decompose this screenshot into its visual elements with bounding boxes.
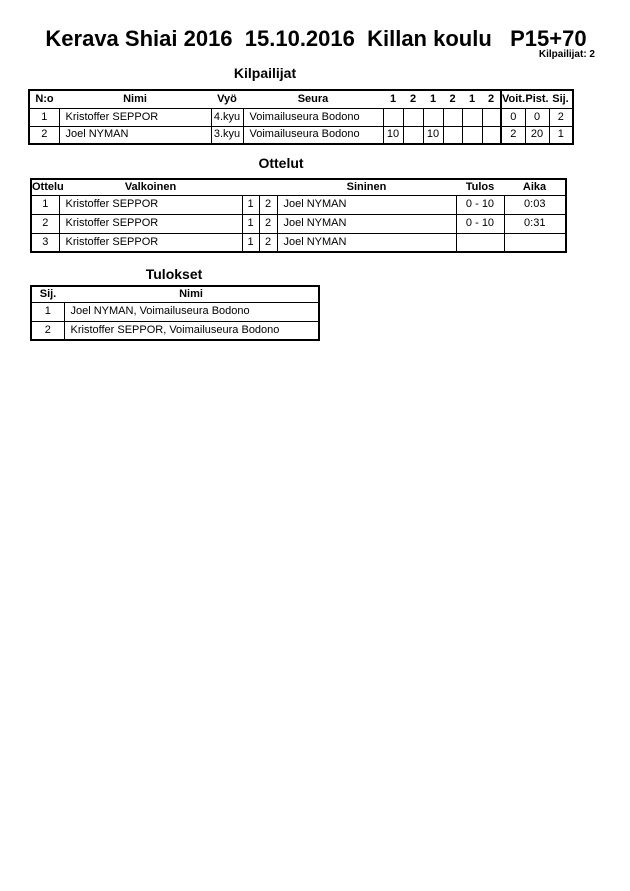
cell-blue-name: Joel NYMAN: [277, 214, 456, 233]
cell-white-no: 1: [242, 214, 259, 233]
col-header-match-no: Ottelu: [31, 179, 59, 195]
col-header-time: Aika: [504, 179, 566, 195]
table-row: [31, 195, 566, 214]
results-table: [30, 285, 320, 341]
cell-blue-no: 2: [259, 233, 277, 252]
competitors-header-row: [29, 90, 573, 108]
cell-time: 0:03: [504, 195, 566, 214]
section-heading-matches: Ottelut: [258, 155, 304, 171]
cell-no: 1: [29, 108, 59, 126]
table-row: [31, 214, 566, 233]
col-header-name: Nimi: [59, 90, 211, 108]
cell-score: [403, 108, 423, 126]
cell-score: [383, 108, 403, 126]
col-header-round3: 1: [423, 90, 443, 108]
col-header-place: Sij.: [549, 90, 573, 108]
page-title: Kerava Shiai 2016 15.10.2016 Killan koulu P15+70: [45, 26, 587, 51]
cell-score: [482, 108, 501, 126]
matches-table: [30, 178, 567, 253]
cell-score: 10: [423, 126, 443, 144]
section-heading-competitors: Kilpailijat: [233, 65, 297, 81]
cell-match-no: 2: [31, 214, 59, 233]
cell-white-name: Kristoffer SEPPOR: [59, 195, 242, 214]
cell-club: Voimailuseura Bodono: [243, 108, 383, 126]
results-header-row: [31, 286, 319, 302]
cell-result-name: Joel NYMAN, Voimailuseura Bodono: [64, 302, 319, 321]
col-header-wins: Voit.: [501, 90, 525, 108]
table-row: [31, 321, 319, 340]
col-header-white: Valkoinen: [59, 179, 242, 195]
cell-white-name: Kristoffer SEPPOR: [59, 214, 242, 233]
cell-score: [482, 126, 501, 144]
cell-match-no: 1: [31, 195, 59, 214]
table-row: [29, 108, 573, 126]
col-header-no: N:o: [29, 90, 59, 108]
cell-result: 0 - 10: [456, 195, 504, 214]
col-header-round1: 1: [383, 90, 403, 108]
section-heading-results: Tulokset: [145, 266, 203, 282]
cell-white-name: Kristoffer SEPPOR: [59, 233, 242, 252]
matches-header-row: [31, 179, 566, 195]
cell-result-name: Kristoffer SEPPOR, Voimailuseura Bodono: [64, 321, 319, 340]
cell-score: [403, 126, 423, 144]
cell-match-no: 3: [31, 233, 59, 252]
cell-white-no: 1: [242, 195, 259, 214]
col-header-blue: Sininen: [277, 179, 456, 195]
col-header-round4: 2: [443, 90, 462, 108]
col-header-blue-no: [259, 179, 277, 195]
cell-blue-name: Joel NYMAN: [277, 195, 456, 214]
col-header-points: Pist.: [525, 90, 549, 108]
cell-score: [462, 126, 482, 144]
cell-score: [443, 126, 462, 144]
cell-wins: 0: [501, 108, 525, 126]
cell-result: [456, 233, 504, 252]
cell-belt: 3.kyu: [211, 126, 243, 144]
cell-white-no: 1: [242, 233, 259, 252]
col-header-place: Sij.: [31, 286, 64, 302]
cell-blue-no: 2: [259, 195, 277, 214]
cell-no: 2: [29, 126, 59, 144]
col-header-belt: Vyö: [211, 90, 243, 108]
cell-score: [443, 108, 462, 126]
cell-time: 0:31: [504, 214, 566, 233]
cell-place: 1: [31, 302, 64, 321]
cell-blue-name: Joel NYMAN: [277, 233, 456, 252]
cell-blue-no: 2: [259, 214, 277, 233]
cell-score: [423, 108, 443, 126]
cell-points: 20: [525, 126, 549, 144]
cell-time: [504, 233, 566, 252]
cell-result: 0 - 10: [456, 214, 504, 233]
cell-name: Joel NYMAN: [59, 126, 211, 144]
col-header-round6: 2: [482, 90, 501, 108]
cell-name: Kristoffer SEPPOR: [59, 108, 211, 126]
cell-place: 2: [31, 321, 64, 340]
table-row: [31, 302, 319, 321]
cell-belt: 4.kyu: [211, 108, 243, 126]
col-header-club: Seura: [243, 90, 383, 108]
cell-score: 10: [383, 126, 403, 144]
cell-points: 0: [525, 108, 549, 126]
table-row: [31, 233, 566, 252]
table-row: [29, 126, 573, 144]
cell-place: 1: [549, 126, 573, 144]
col-header-white-no: [242, 179, 259, 195]
col-header-round5: 1: [462, 90, 482, 108]
cell-score: [462, 108, 482, 126]
cell-place: 2: [549, 108, 573, 126]
cell-club: Voimailuseura Bodono: [243, 126, 383, 144]
competitors-table: [28, 89, 574, 145]
col-header-round2: 2: [403, 90, 423, 108]
col-header-name: Nimi: [64, 286, 319, 302]
col-header-result: Tulos: [456, 179, 504, 195]
competitor-count-label: Kilpailijat: 2: [538, 49, 595, 60]
cell-wins: 2: [501, 126, 525, 144]
